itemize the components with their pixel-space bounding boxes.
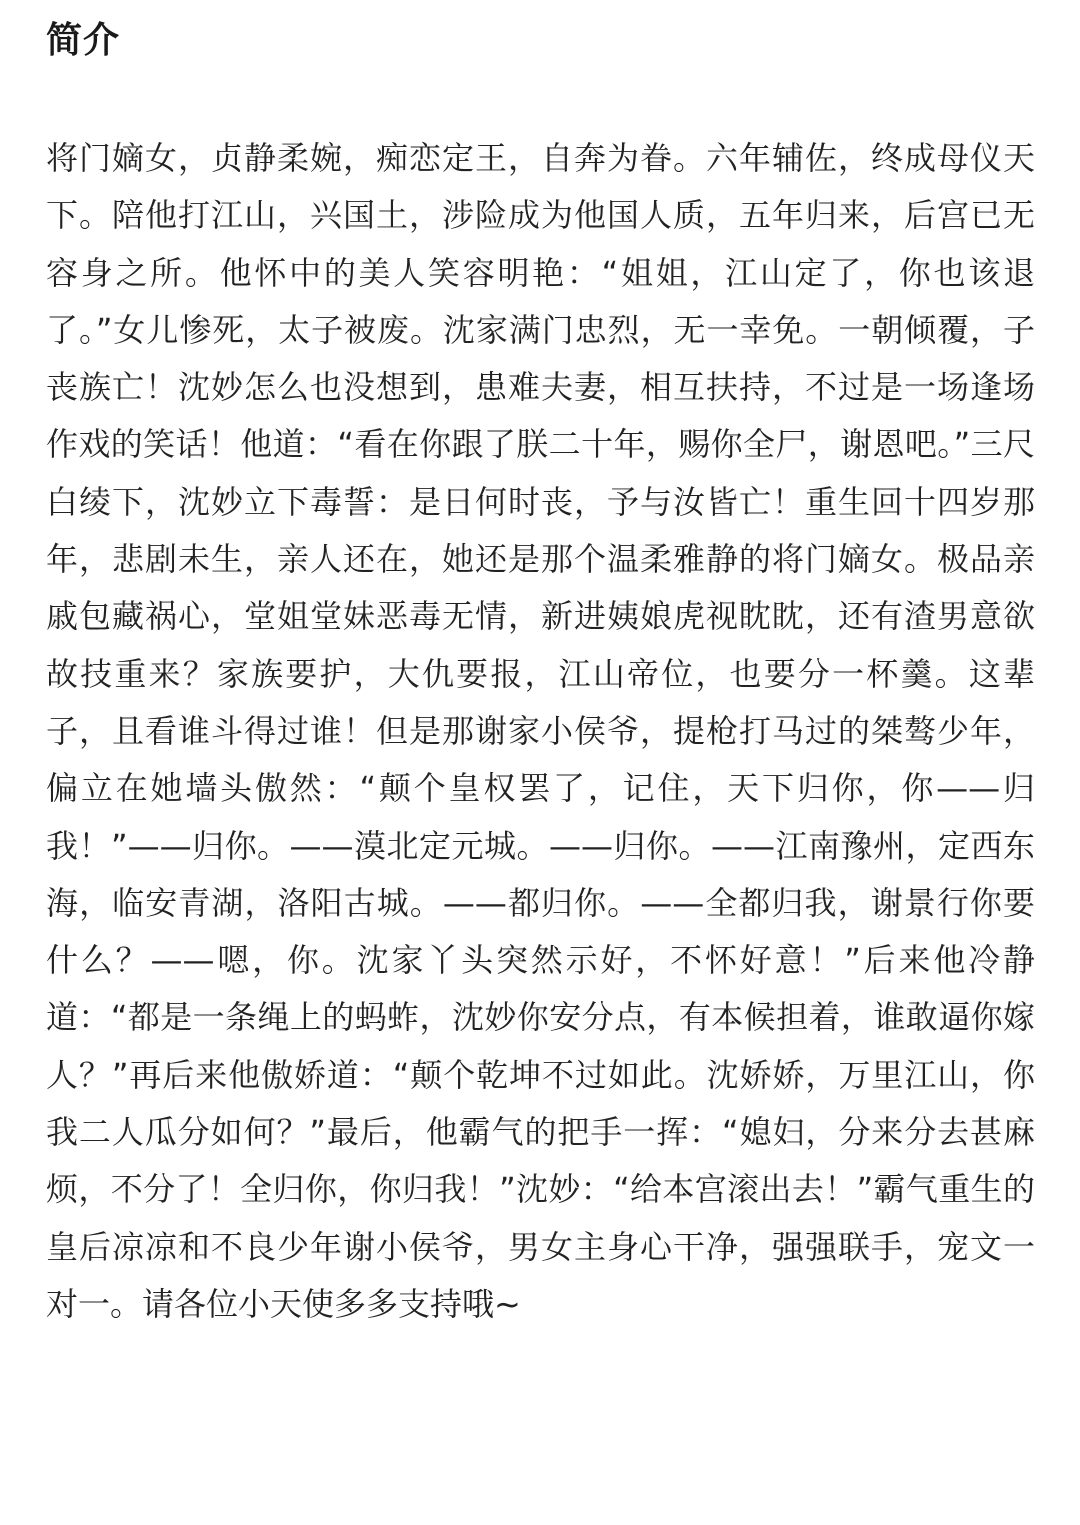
synopsis-paragraph: 将门嫡女，贞静柔婉，痴恋定王，自奔为眷。六年辅佐，终成母仪天下。陪他打江山，兴国土，涉险成为他国人质，五年归来，后宫已无容身之所。他怀中的美人笑容明艳：“姐姐，江山定了，你也该退了。”女儿惨死，太子被废。沈家满门忠烈，无一幸免。一朝倾覆，子丧族亡！沈妙怎么也没想到，患难夫妻，相互扶持，不过是一场逢场作戏的笑话！他道：“看在你跟了朕二十年，赐你全尸，谢恩吧。”三尺白绫下，沈妙立下毒誓：是日何时丧，予与汝皆亡！重生回十四岁那年，悲剧未生，亲人还在，她还是那个温柔雅静的将门嫡女。极品亲戚包藏祸心，堂姐堂妹恶毒无情，新进姨娘虎视眈眈，还有渣男意欲故技重来？家族要护，大仇要报，江山帝位，也要分一杯羹。这辈子，且看谁斗得过谁！但是那谢家小侯爷，提枪打马过的桀骜少年，偏立在她墙头傲然：“颠个皇权罢了，记住，天下归你，你——归我！”——归你。——漠北定元城。——归你。——江南豫州，定西东海，临安青湖，洛阳古城。——都归你。——全都归我，谢景行你要什么？——嗯，你。沈家丫头突然示好，不怀好意！”后来他冷静道：“都是一条绳上的蚂蚱，沈妙你安分点，有本候担着，谁敢逼你嫁人？”再后来他傲娇道：“颠个乾坤不过如此。沈娇娇，万里江山，你我二人瓜分如何？”最后，他霸气的把手一挥：“媳妇，分来分去甚麻烦，不分了！全归你，你归我！”沈妙：“给本宫滚出去！”霸气重生的皇后凉凉和不良少年谢小侯爷，男女主身心干净，强强联手，宠文一对一。请各位小天使多多支持哦~: [46, 139, 1035, 1323]
section-title: 简介: [46, 20, 121, 61]
